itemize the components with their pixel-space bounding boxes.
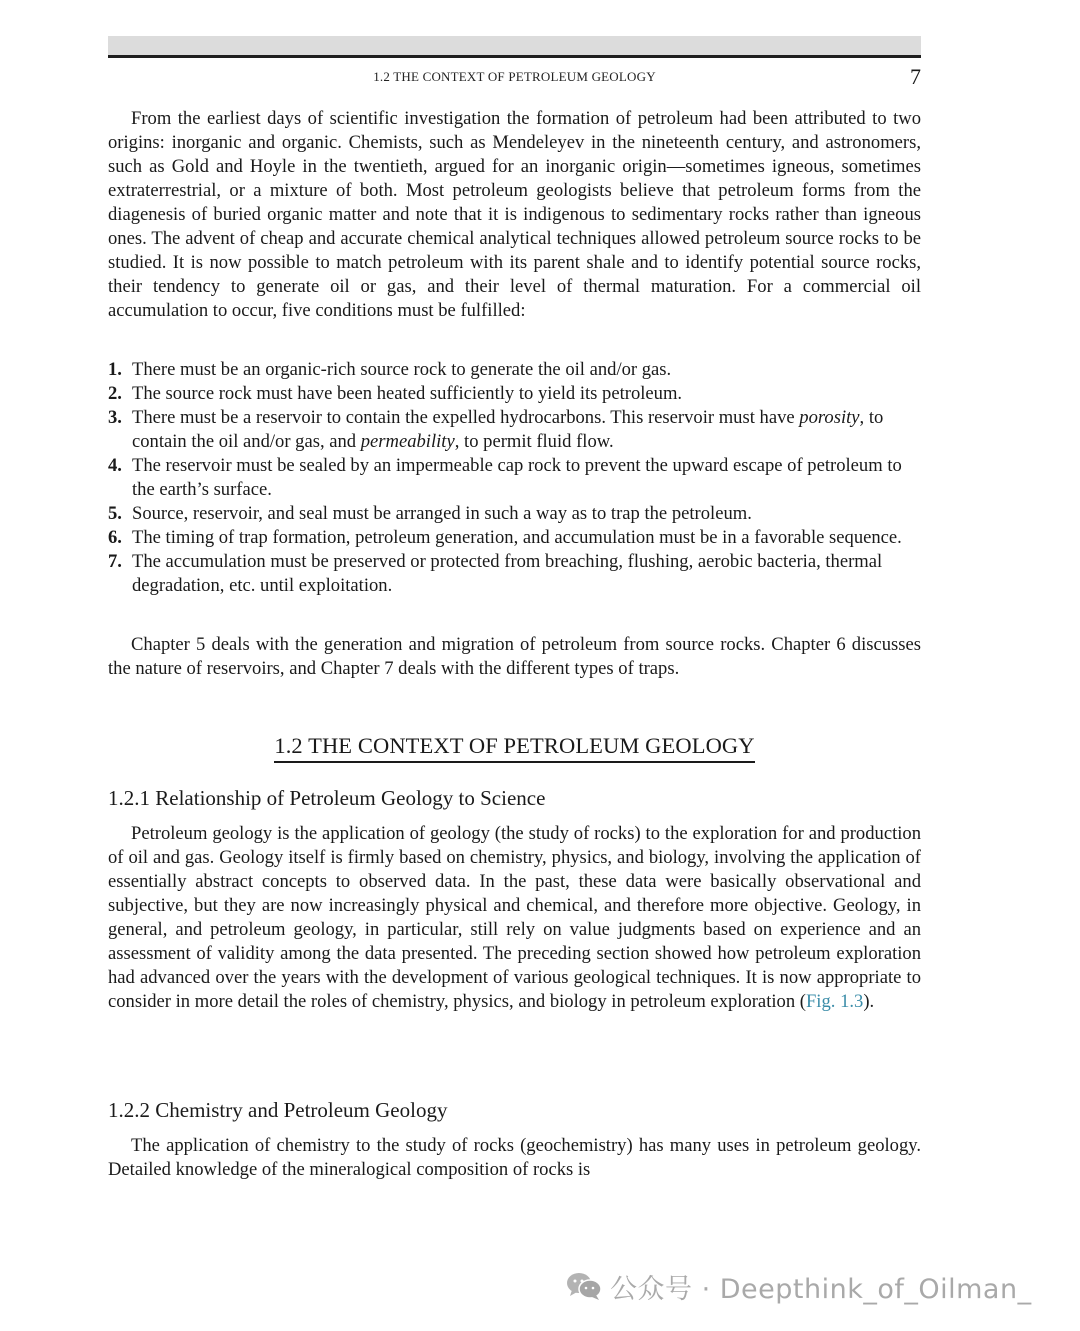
- page-number: 7: [910, 64, 921, 89]
- list-item-number: 1.: [108, 359, 122, 380]
- intro-paragraph: From the earliest days of scientific investigation the formation of petroleum had been attributed to two origins: inorganic and organic. Chemists, such as Mendeleyev in the nineteenth century, and astronomers, such as Gold and Hoyle in the twentieth, argued for an inorganic origin—sometimes igneous, sometimes extraterrestrial, or a mixture of both. Most petroleum geologists believe that petroleum forms from the diagenesis of buried organic matter and note that it is indigenous to sedimentary rocks rather than igneous ones. The advent of cheap and accurate chemical analytical techniques allowed petroleum source rocks to be studied. It is now possible to match petroleum with its parent shale and to identify potential source rocks, their tendency to generate oil or gas, and their level of thermal maturation. For a commercial oil accumulation to occur, five conditions must be fulfilled:: [108, 108, 921, 321]
- intro-paragraph-block: [108, 107, 921, 323]
- list-item-text: The reservoir must be sealed by an impermeable cap rock to prevent the upward escape of petroleum to the earth’s surface.: [132, 455, 902, 500]
- subsection-heading-1-2-2: 1.2.2 Chemistry and Petroleum Geology: [108, 1098, 448, 1122]
- list-item-number: 4.: [108, 455, 122, 476]
- list-item: [108, 550, 921, 598]
- paragraph-text: ).: [863, 991, 875, 1012]
- list-item-text: The source rock must have been heated sufficiently to yield its petroleum.: [132, 383, 683, 404]
- list-item-text: There must be a reservoir to contain the expelled hydrocarbons. This reservoir must have: [132, 407, 800, 428]
- header-gray-bar: [108, 36, 921, 55]
- list-item: [108, 454, 921, 502]
- list-item-text: The accumulation must be preserved or protected from breaching, flushing, aerobic bacteria, thermal degradation, etc. until exploitation.: [132, 551, 883, 596]
- figure-link[interactable]: Fig. 1.3: [805, 991, 864, 1012]
- running-title: 1.2 THE CONTEXT OF PETROLEUM GEOLOGY: [373, 69, 656, 84]
- running-head: [108, 66, 921, 90]
- section-title: 1.2 THE CONTEXT OF PETROLEUM GEOLOGY: [274, 733, 754, 763]
- list-item: [108, 382, 921, 406]
- list-item: [108, 358, 921, 382]
- subsection-2-paragraph: The application of chemistry to the study of rocks (geochemistry) has many uses in petroleum geology. Detailed knowledge of the mineralogical composition of rocks is: [108, 1135, 921, 1180]
- list-item-number: 3.: [108, 407, 122, 428]
- list-item: [108, 526, 921, 550]
- list-item: [108, 502, 921, 526]
- list-item-text: Source, reservoir, and seal must be arranged in such a way as to trap the petroleum.: [132, 503, 752, 524]
- list-item-text: There must be an organic-rich source rock to generate the oil and/or gas.: [132, 359, 672, 380]
- list-item-number: 2.: [108, 383, 122, 404]
- term-porosity: porosity: [799, 407, 860, 428]
- chapters-paragraph-block: [108, 633, 921, 681]
- wechat-icon: [566, 1271, 602, 1301]
- conditions-list: [108, 358, 921, 598]
- header-rule: [108, 55, 921, 58]
- subsection-heading-1-2-1: 1.2.1 Relationship of Petroleum Geology to Science: [108, 786, 546, 810]
- list-item-number: 7.: [108, 551, 122, 572]
- list-item-number: 5.: [108, 503, 122, 524]
- term-permeability: permeability: [360, 431, 455, 452]
- list-item-text: , to permit fluid flow.: [454, 431, 614, 452]
- list-item-number: 6.: [108, 527, 122, 548]
- watermark: [566, 1268, 1032, 1304]
- list-item-text: , to contain the oil and/or gas, and: [132, 407, 884, 452]
- watermark-label: 公众号 · Deepthink_of_Oilman_: [610, 1273, 1032, 1305]
- list-item: [108, 406, 921, 454]
- subsection-1-paragraph-block: [108, 822, 921, 1014]
- paragraph-text: Petroleum geology is the application of geology (the study of rocks) to the exploration for and production of oil and gas. Geology itself is firmly based on chemistry, physics, and biology, involving the application of essentially abstract concepts to observed data. In the past, these data were basically observational and subjective, but they are now increasingly physical and chemical, and therefore more objective. Geology, in general, and petroleum geology, in particular, still rely on value judgments based on experience and an assessment of validity among the data presented. The preceding section showed how petroleum exploration had advanced over the years with the development of various geological techniques. It is now appropriate to consider in more detail the roles of chemistry, physics, and biology in petroleum exploration (: [108, 823, 921, 1012]
- chapters-paragraph: Chapter 5 deals with the generation and migration of petroleum from source rocks. Chapter 6 discusses the nature of reservoirs, and Chapter 7 deals with the different types of traps.: [108, 634, 921, 679]
- subsection-1-paragraph: [108, 822, 921, 1014]
- subsection-2-paragraph-block: [108, 1134, 921, 1182]
- section-heading: [108, 733, 921, 763]
- list-item-text: The timing of trap formation, petroleum generation, and accumulation must be in a favorable sequence.: [132, 527, 902, 548]
